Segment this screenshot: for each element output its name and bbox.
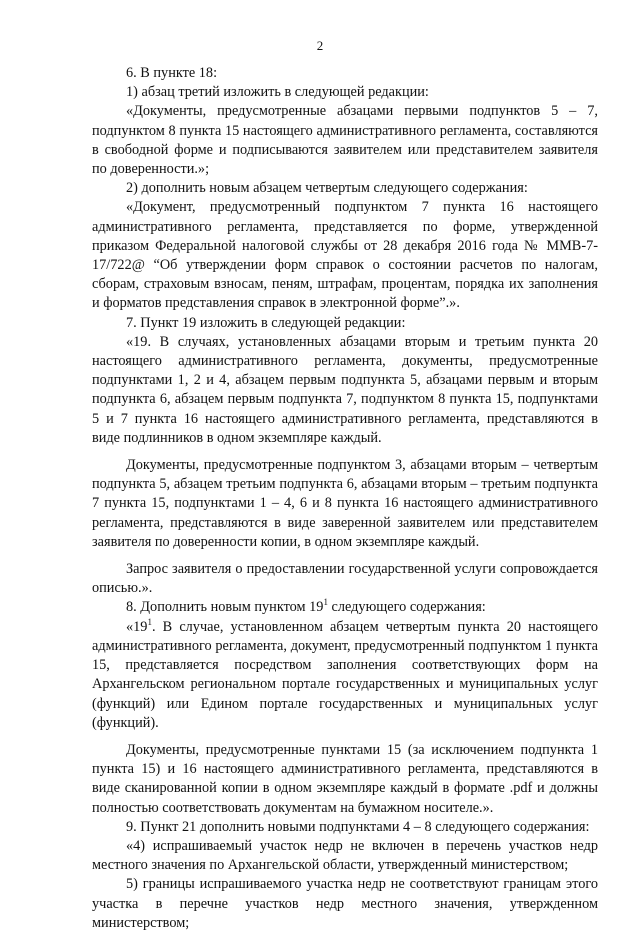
paragraph: 7. Пункт 19 изложить в следующей редакции:	[126, 314, 406, 331]
paragraph: 9. Пункт 21 дополнить новыми подпунктами 4 – 8 следующего содержания:	[126, 818, 590, 835]
paragraph: Запрос заявителя о предоставлении государственной услуги сопровождается описью.».	[92, 561, 598, 597]
paragraph-text: «19	[126, 618, 148, 635]
paragraph: «Документ, предусмотренный подпунктом 7 пункта 16 настоящего административного регламента, представляется по форме, утвержденной приказом Федеральной налоговой службы от 28 декабря 2016 года № ММВ-7-17/722@ “Об утверждении форм справок о состоянии расчетов по налогам, сборам, страховым взносам, пеням, штрафам, процентам, порядка их заполнения и форматов представления справок в электронной форме”.».	[92, 199, 598, 312]
paragraph-text: следующего содержания:	[327, 599, 486, 616]
paragraph: Документы, предусмотренные подпунктом 3, абзацами вторым – четвертым подпункта 5, абзацем третьим подпункта 6, абзацами вторым – третьим подпункта 7 пункта 15, подпунктами 1 – 4, 6 и 8 пункта 16 настоящего административного регламента, представляются в виде заверенной заявителем или представителем заявителя по доверенности копии, в одном экземпляре каждый.	[92, 457, 598, 550]
paragraph: 2) дополнить новым абзацем четвертым следующего содержания:	[126, 180, 528, 197]
page-number: 2	[316, 38, 324, 53]
superscript: 1	[147, 616, 152, 627]
superscript: 1	[323, 597, 328, 608]
paragraph-text: 8. Дополнить новым пунктом 19	[126, 599, 324, 616]
paragraph-text: . В случае, установленном абзацем четвертым пункта 20 настоящего административного регламента, документ, предусмотренный подпунктом 1 пункта 15, представляется посредством заполнения соответствующих форм на Архангельском региональном портале государственных и муниципальных услуг (функций) или Едином портале государственных и муниципальных услуг (функций).	[92, 618, 598, 731]
paragraph: 5) границы испрашиваемого участка недр не соответствуют границам этого участка в перечне участков недр местного значения, утвержденном министерством;	[92, 876, 598, 931]
paragraph: «4) испрашиваемый участок недр не включен в перечень участков недр местного значения по Архангельской области, утвержденный министерством;	[92, 837, 598, 874]
paragraph: «Документы, предусмотренные абзацами первыми подпунктов 5 – 7, подпунктом 8 пункта 15 настоящего административного регламента, составляются в свободной форме и подписываются заявителем или представителем заявителя по доверенности.»;	[92, 103, 598, 178]
paragraph: Документы, предусмотренные пунктами 15 (за исключением подпункта 1 пункта 15) и 16 настоящего административного регламента, представляются в виде сканированной копии в одном экземпляре каждый в формате .pdf и должны полностью соответствовать документам на бумажном носителе.».	[92, 741, 598, 816]
paragraph: «19. В случаях, установленных абзацами вторым и третьим пункта 20 настоящего административного регламента, документы, предусмотренные подпунктами 1, 2 и 4, абзацем первым подпункта 5, абзацами первым и вторым подпункта 6, абзацем первым подпункта 7, подпунктом 8 пункта 15, подпунктами 5 и 7 пункта 16 настоящего административного регламента, представляются в виде подлинников в одном экземпляре каждый.	[92, 333, 598, 446]
paragraph: 6. В пункте 18:	[126, 65, 218, 81]
document-body	[92, 64, 598, 933]
paragraph	[92, 618, 598, 733]
paragraph: 1) абзац третий изложить в следующей редакции:	[126, 84, 429, 101]
paragraph	[92, 598, 598, 617]
